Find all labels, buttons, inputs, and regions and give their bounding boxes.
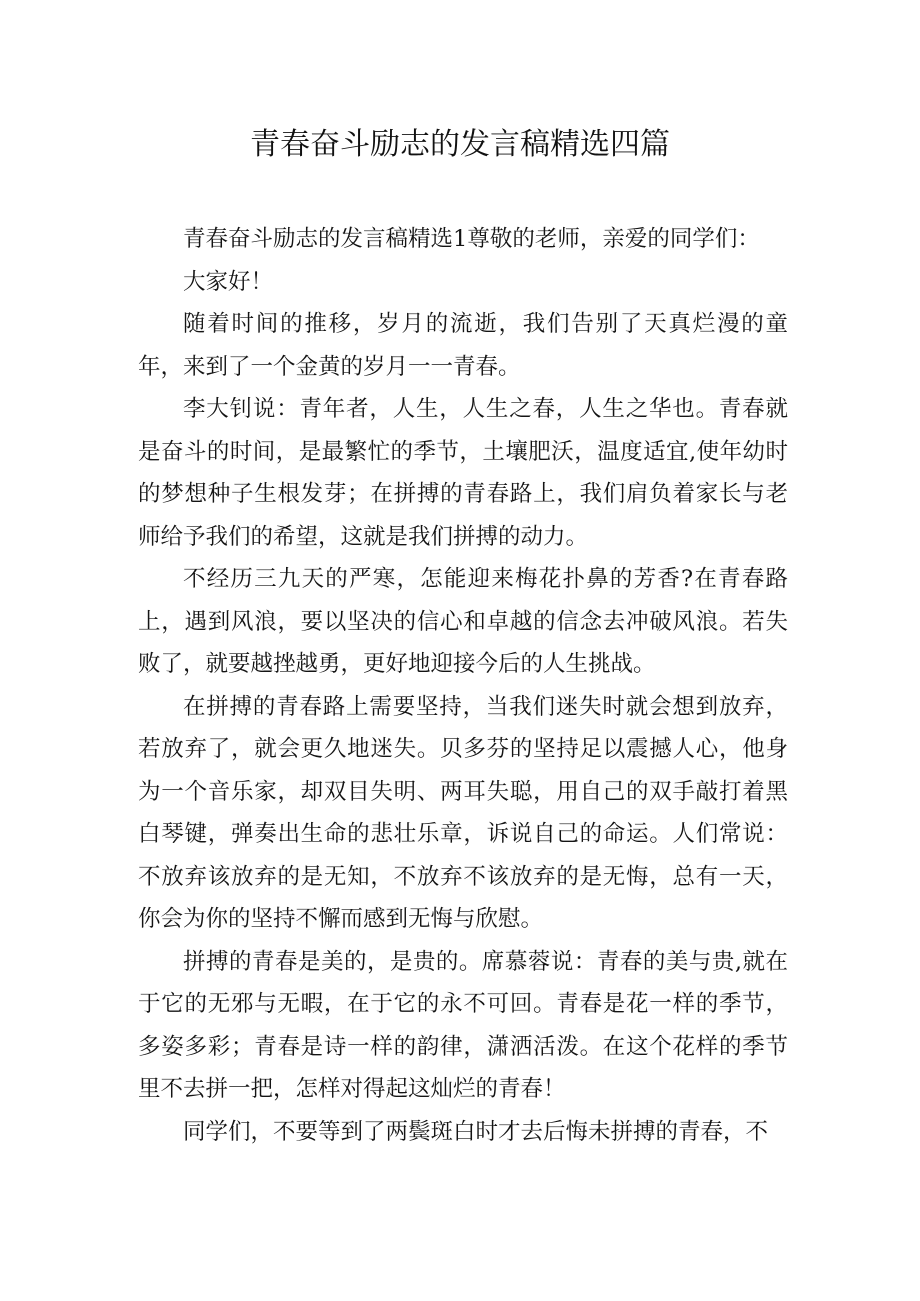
paragraph-time-passing: 随着时间的推移，岁月的流逝，我们告别了天真烂漫的童年，来到了一个金黄的岁月一一青春。 <box>138 311 788 380</box>
paragraph-winter-plum: 不经历三九天的严寒，怎能迎来梅花扑鼻的芳香?在青春路上，遇到风浪，要以坚决的信心和卓越的信念去冲破风浪。若失败了，就要越挫越勇，更好地迎接今后的人生挑战。 <box>138 566 788 677</box>
paragraph-greeting-line: 青春奋斗励志的发言稿精选1尊敬的老师，亲爱的同学们： <box>183 226 760 252</box>
paragraph-hello: 大家好！ <box>183 268 274 295</box>
document-body <box>138 218 788 1153</box>
paragraph-closing-partial: 同学们，不要等到了两鬓斑白时才去后悔未拼搏的青春，不 <box>183 1118 769 1145</box>
paragraph-xi-murong-quote: 拼搏的青春是美的，是贵的。席慕蓉说：青春的美与贵,就在于它的无邪与无暇，在于它的永不可回。青春是花一样的季节，多姿多彩；青春是诗一样的韵律，潇洒活泼。在这个花样的季节里不去拼一把，怎样对得起这灿烂的青春！ <box>138 948 788 1102</box>
paragraph-li-dazhao-quote: 李大钊说：青年者，人生，人生之春，人生之华也。青春就是奋斗的时间，是最繁忙的季节，土壤肥沃，温度适宜,使年幼时的梦想种子生根发芽；在拼搏的青春路上，我们肩负着家长与老师给予我们的希望，这就是我们拼搏的动力。 <box>138 396 788 550</box>
document-title: 青春奋斗励志的发言稿精选四篇 <box>250 127 670 162</box>
paragraph-persistence: 在拼搏的青春路上需要坚持，当我们迷失时就会想到放弃，若放弃了，就会更久地迷失。贝多芬的坚持足以震撼人心，他身为一个音乐家，却双目失明、两耳失聪，用自己的双手敲打着黑白琴键，弹奏出生命的悲壮乐章，诉说自己的命运。人们常说：不放弃该放弃的是无知，不放弃不该放弃的是无悔，总有一天，你会为你的坚持不懈而感到无悔与欣慰。 <box>138 693 788 932</box>
